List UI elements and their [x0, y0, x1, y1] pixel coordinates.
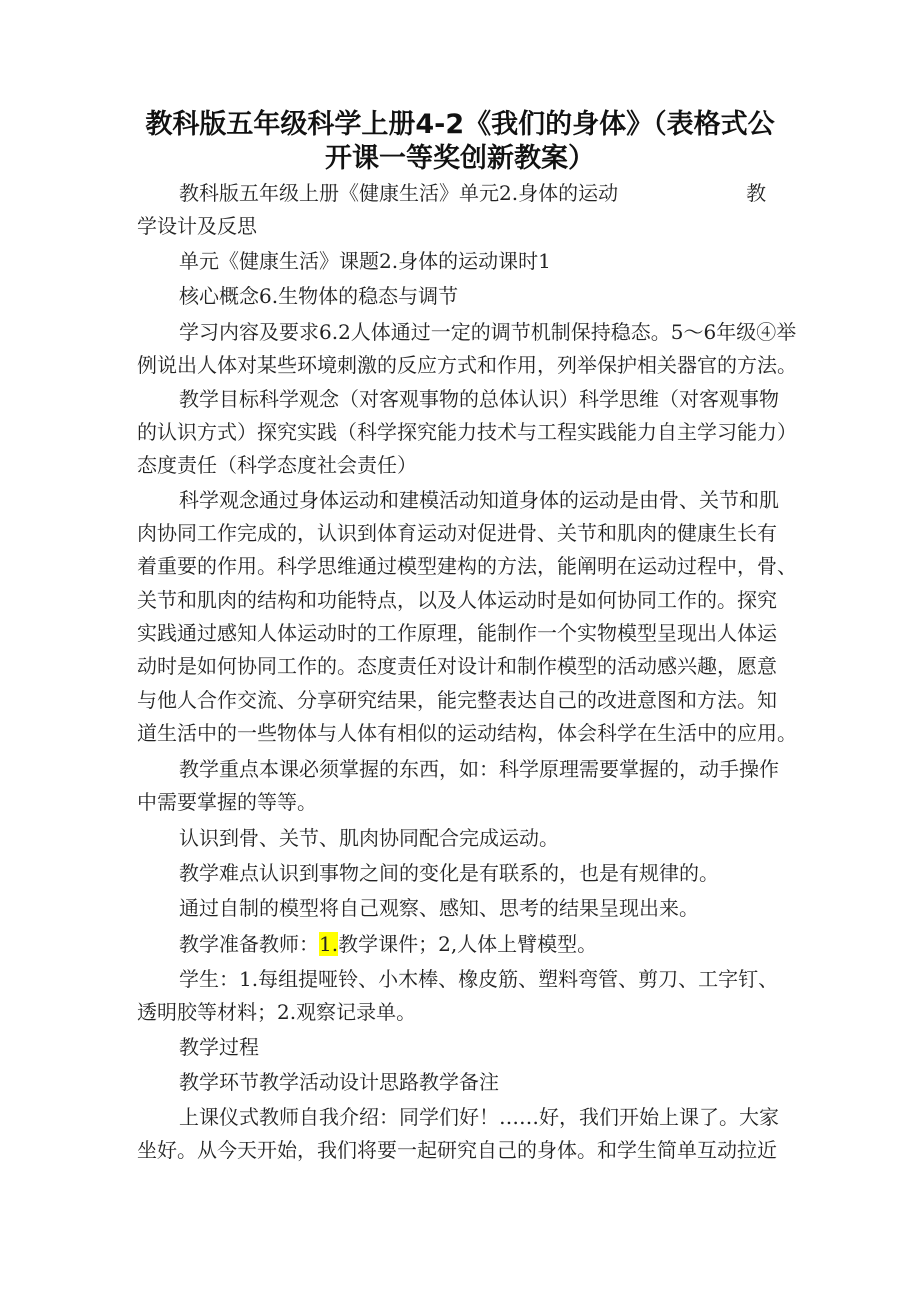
intro-text: 教科版五年级上册《健康生活》单元2.身体的运动 [179, 181, 619, 205]
preparation-line [179, 930, 597, 958]
unit-line: 单元《健康生活》课题2.身体的运动课时1 [179, 249, 551, 273]
paragraph-line-7: 与他人合作交流、分享研究结果，能完整表达自己的改进意图和方法。知 [137, 688, 777, 712]
goal-line-2: 的认识方式）探究实践（科学探究能力技术与工程实践能力自主学习能力） [137, 420, 797, 444]
paragraph-line-8: 道生活中的一些物体与人体有相似的运动结构，体会科学在生活中的应用。 [137, 721, 797, 745]
class-opening-line-2: 坐好。从今天开始，我们将要一起研究自己的身体。和学生简单互动拉近 [137, 1138, 777, 1162]
key-point-line-3: 认识到骨、关节、肌肉协同配合完成运动。 [179, 826, 559, 850]
student-materials-line-2: 透明胶等材料；2.观察记录单。 [137, 1000, 417, 1024]
core-concept-line: 核心概念6.生物体的稳态与调节 [179, 284, 459, 308]
paragraph-line-5: 实践通过感知人体运动时的工作原理，能制作一个实物模型呈现出人体运 [137, 621, 777, 645]
goal-line-1: 教学目标科学观念（对客观事物的总体认识）科学思维（对客观事物 [179, 387, 779, 411]
document-title-line-2: 开课一等奖创新教案） [325, 143, 595, 174]
process-columns-line: 教学环节教学活动设计思路教学备注 [179, 1070, 499, 1094]
preparation-label: 教学准备教师： [179, 932, 319, 956]
paragraph-line-1: 科学观念通过身体运动和建模活动知道身体的运动是由骨、关节和肌 [179, 488, 779, 512]
process-heading: 教学过程 [179, 1035, 259, 1059]
intro-tail: 教 [746, 181, 767, 205]
requirement-line-1: 学习内容及要求6.2人体通过一定的调节机制保持稳态。5～6年级④举 [179, 320, 797, 344]
intro-line-2: 学设计及反思 [137, 214, 257, 238]
paragraph-line-3: 着重要的作用。科学思维通过模型建构的方法，能阐明在运动过程中，骨、 [137, 554, 797, 578]
preparation-text: 教学课件；2,人体上臂模型。 [338, 932, 598, 956]
goal-line-3: 态度责任（科学态度社会责任） [137, 453, 417, 477]
difficulty-line-1: 教学难点认识到事物之间的变化是有联系的，也是有规律的。 [179, 861, 719, 885]
paragraph-line-2: 肉协同工作完成的，认识到体育运动对促进骨、关节和肌肉的健康生长有 [137, 521, 777, 545]
document-title-line-1: 教科版五年级科学上册4-2《我们的身体》（表格式公 [145, 109, 775, 140]
requirement-line-2: 例说出人体对某些环境刺激的反应方式和作用，列举保护相关器官的方法。 [137, 353, 797, 377]
key-point-line-2: 中需要掌握的等等。 [137, 790, 317, 814]
difficulty-line-2: 通过自制的模型将自己观察、感知、思考的结果呈现出来。 [179, 896, 699, 920]
highlighted-number: 1. [319, 932, 339, 956]
intro-line-1 [179, 179, 766, 207]
paragraph-line-6: 动时是如何协同工作的。态度责任对设计和制作模型的活动感兴趣，愿意 [137, 654, 777, 678]
key-point-line-1: 教学重点本课必须掌握的东西，如：科学原理需要掌握的，动手操作 [179, 757, 779, 781]
class-opening-line-1: 上课仪式教师自我介绍：同学们好！……好，我们开始上课了。大家 [179, 1105, 779, 1129]
student-materials-line-1: 学生：1.每组提哑铃、小木棒、橡皮筋、塑料弯管、剪刀、工字钉、 [179, 967, 779, 991]
paragraph-line-4: 关节和肌肉的结构和功能特点，以及人体运动时是如何协同工作的。探究 [137, 588, 777, 612]
